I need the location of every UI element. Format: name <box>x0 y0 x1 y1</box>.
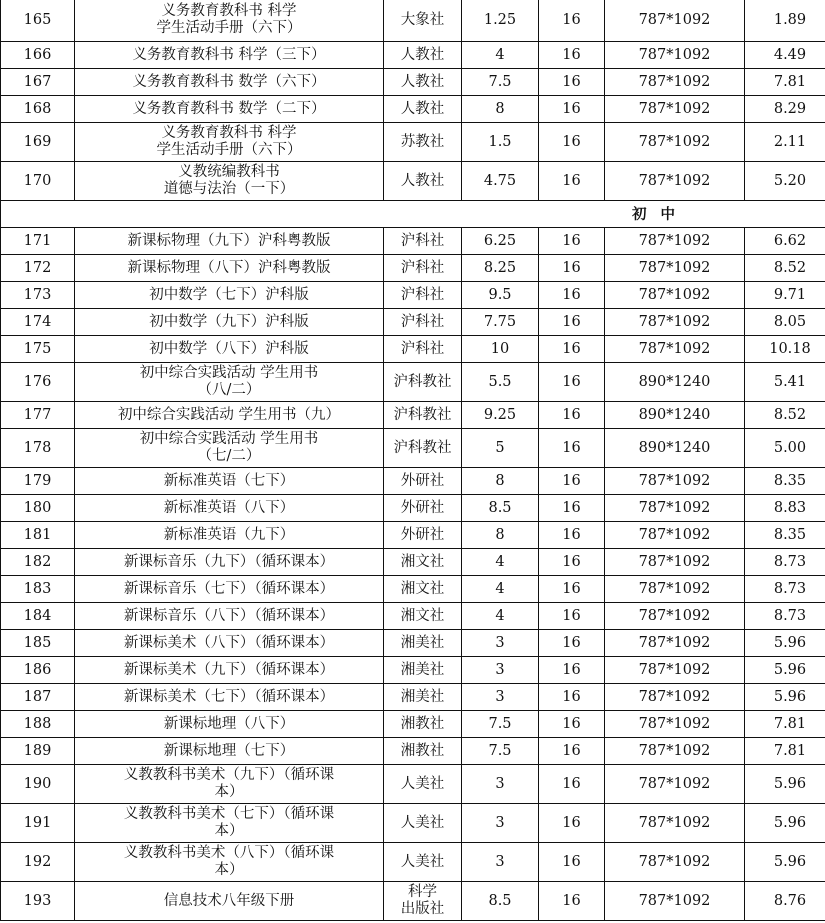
book-title-cell: 初中数学（七下）沪科版 <box>75 282 384 309</box>
format-cell: 16 <box>539 429 605 468</box>
book-title-cell: 新课标音乐（八下）（循环课本） <box>75 603 384 630</box>
publisher-cell: 湘文社 <box>384 576 462 603</box>
row-number-cell: 174 <box>1 309 75 336</box>
paper-size-cell: 890*1240 <box>605 363 745 402</box>
price-cell: 5.96 <box>745 804 825 843</box>
price-cell: 8.83 <box>745 495 825 522</box>
publisher-cell: 沪科教社 <box>384 402 462 429</box>
publisher-cell: 科学 出版社 <box>384 882 462 921</box>
book-title-cell: 新课标地理（八下） <box>75 711 384 738</box>
print-sheets-cell: 5 <box>462 429 539 468</box>
row-number-cell: 176 <box>1 363 75 402</box>
paper-size-cell: 787*1092 <box>605 765 745 804</box>
format-cell: 16 <box>539 843 605 882</box>
publisher-cell: 沪科社 <box>384 282 462 309</box>
row-number-cell: 186 <box>1 657 75 684</box>
paper-size-cell: 787*1092 <box>605 711 745 738</box>
print-sheets-cell: 7.5 <box>462 711 539 738</box>
print-sheets-cell: 8 <box>462 522 539 549</box>
format-cell: 16 <box>539 495 605 522</box>
book-title-cell: 新课标物理（八下）沪科粤教版 <box>75 255 384 282</box>
book-title-cell: 义教教科书美术（七下）（循环课 本） <box>75 804 384 843</box>
book-title-cell: 新课标物理（九下）沪科粤教版 <box>75 228 384 255</box>
book-title-cell: 义务教育教科书 数学（二下） <box>75 96 384 123</box>
book-title-cell: 义务教育教科书 科学 学生活动手册（六下） <box>75 123 384 162</box>
row-number-cell: 167 <box>1 69 75 96</box>
publisher-cell: 沪科社 <box>384 336 462 363</box>
section-header-body <box>1 201 825 228</box>
price-cell: 8.35 <box>745 522 825 549</box>
book-title-cell: 信息技术八年级下册 <box>75 882 384 921</box>
table-row <box>1 657 825 684</box>
row-number-cell: 165 <box>1 0 75 42</box>
paper-size-cell: 787*1092 <box>605 42 745 69</box>
paper-size-cell: 787*1092 <box>605 738 745 765</box>
publisher-cell: 人美社 <box>384 843 462 882</box>
table-row <box>1 363 825 402</box>
format-cell: 16 <box>539 549 605 576</box>
book-title-cell: 义务教育教科书 科学（三下） <box>75 42 384 69</box>
format-cell: 16 <box>539 69 605 96</box>
paper-size-cell: 787*1092 <box>605 549 745 576</box>
table-row <box>1 549 825 576</box>
table-row <box>1 495 825 522</box>
row-number-cell: 192 <box>1 843 75 882</box>
format-cell: 16 <box>539 522 605 549</box>
print-sheets-cell: 7.5 <box>462 69 539 96</box>
table-row <box>1 162 825 201</box>
row-number-cell: 193 <box>1 882 75 921</box>
print-sheets-cell: 8 <box>462 96 539 123</box>
row-number-cell: 189 <box>1 738 75 765</box>
book-title-cell: 初中综合实践活动 学生用书 （八/二） <box>75 363 384 402</box>
paper-size-cell: 787*1092 <box>605 96 745 123</box>
book-title-cell: 初中数学（八下）沪科版 <box>75 336 384 363</box>
book-title-cell: 新标准英语（九下） <box>75 522 384 549</box>
paper-size-cell: 787*1092 <box>605 684 745 711</box>
paper-size-cell: 787*1092 <box>605 468 745 495</box>
print-sheets-cell: 9.25 <box>462 402 539 429</box>
paper-size-cell: 787*1092 <box>605 123 745 162</box>
price-cell: 8.52 <box>745 255 825 282</box>
price-cell: 8.73 <box>745 603 825 630</box>
paper-size-cell: 787*1092 <box>605 576 745 603</box>
publisher-cell: 苏教社 <box>384 123 462 162</box>
row-number-cell: 187 <box>1 684 75 711</box>
format-cell: 16 <box>539 738 605 765</box>
table-row <box>1 843 825 882</box>
row-number-cell: 178 <box>1 429 75 468</box>
table-row <box>1 69 825 96</box>
table-row <box>1 282 825 309</box>
price-cell: 7.81 <box>745 738 825 765</box>
format-cell: 16 <box>539 282 605 309</box>
publisher-cell: 湘教社 <box>384 711 462 738</box>
format-cell: 16 <box>539 603 605 630</box>
publisher-cell: 人教社 <box>384 42 462 69</box>
price-cell: 2.11 <box>745 123 825 162</box>
format-cell: 16 <box>539 255 605 282</box>
table-row <box>1 42 825 69</box>
table-row <box>1 429 825 468</box>
price-cell: 5.96 <box>745 843 825 882</box>
book-title-cell: 义教教科书美术（八下）（循环课 本） <box>75 843 384 882</box>
row-number-cell: 177 <box>1 402 75 429</box>
price-cell: 8.76 <box>745 882 825 921</box>
row-number-cell: 179 <box>1 468 75 495</box>
row-number-cell: 175 <box>1 336 75 363</box>
price-cell: 5.96 <box>745 684 825 711</box>
paper-size-cell: 787*1092 <box>605 309 745 336</box>
print-sheets-cell: 1.25 <box>462 0 539 42</box>
print-sheets-cell: 10 <box>462 336 539 363</box>
print-sheets-cell: 5.5 <box>462 363 539 402</box>
print-sheets-cell: 9.5 <box>462 282 539 309</box>
print-sheets-cell: 1.5 <box>462 123 539 162</box>
format-cell: 16 <box>539 468 605 495</box>
publisher-cell: 大象社 <box>384 0 462 42</box>
publisher-cell: 湘教社 <box>384 738 462 765</box>
print-sheets-cell: 8 <box>462 468 539 495</box>
row-number-cell: 169 <box>1 123 75 162</box>
format-cell: 16 <box>539 42 605 69</box>
format-cell: 16 <box>539 402 605 429</box>
row-number-cell: 191 <box>1 804 75 843</box>
price-cell: 8.29 <box>745 96 825 123</box>
print-sheets-cell: 4 <box>462 603 539 630</box>
paper-size-cell: 787*1092 <box>605 882 745 921</box>
paper-size-cell: 787*1092 <box>605 0 745 42</box>
book-title-cell: 义教教科书美术（九下）（循环课 本） <box>75 765 384 804</box>
publisher-cell: 人教社 <box>384 96 462 123</box>
table-row <box>1 522 825 549</box>
paper-size-cell: 890*1240 <box>605 429 745 468</box>
format-cell: 16 <box>539 96 605 123</box>
row-number-cell: 171 <box>1 228 75 255</box>
paper-size-cell: 787*1092 <box>605 69 745 96</box>
paper-size-cell: 787*1092 <box>605 336 745 363</box>
section-label: 初中 <box>1 201 825 228</box>
publisher-cell: 沪科社 <box>384 309 462 336</box>
publisher-cell: 外研社 <box>384 495 462 522</box>
book-title-cell: 新课标地理（七下） <box>75 738 384 765</box>
table-row <box>1 96 825 123</box>
publisher-cell: 湘美社 <box>384 657 462 684</box>
format-cell: 16 <box>539 336 605 363</box>
table-row <box>1 711 825 738</box>
publisher-cell: 人教社 <box>384 162 462 201</box>
price-cell: 5.00 <box>745 429 825 468</box>
price-cell: 8.52 <box>745 402 825 429</box>
publisher-cell: 沪科教社 <box>384 429 462 468</box>
row-number-cell: 180 <box>1 495 75 522</box>
format-cell: 16 <box>539 363 605 402</box>
table-row <box>1 576 825 603</box>
price-cell: 5.96 <box>745 657 825 684</box>
paper-size-cell: 787*1092 <box>605 495 745 522</box>
publisher-cell: 沪科社 <box>384 228 462 255</box>
paper-size-cell: 787*1092 <box>605 843 745 882</box>
price-cell: 1.89 <box>745 0 825 42</box>
publisher-cell: 湘文社 <box>384 549 462 576</box>
price-cell: 5.41 <box>745 363 825 402</box>
format-cell: 16 <box>539 684 605 711</box>
print-sheets-cell: 7.75 <box>462 309 539 336</box>
publisher-cell: 外研社 <box>384 468 462 495</box>
row-number-cell: 181 <box>1 522 75 549</box>
book-title-cell: 初中综合实践活动 学生用书 （七/二） <box>75 429 384 468</box>
print-sheets-cell: 8.25 <box>462 255 539 282</box>
publisher-cell: 人美社 <box>384 765 462 804</box>
table-row <box>1 402 825 429</box>
paper-size-cell: 787*1092 <box>605 657 745 684</box>
print-sheets-cell: 3 <box>462 657 539 684</box>
paper-size-cell: 787*1092 <box>605 255 745 282</box>
table-row <box>1 684 825 711</box>
print-sheets-cell: 4.75 <box>462 162 539 201</box>
price-cell: 9.71 <box>745 282 825 309</box>
format-cell: 16 <box>539 0 605 42</box>
table-row <box>1 882 825 921</box>
price-cell: 8.05 <box>745 309 825 336</box>
book-title-cell: 新课标音乐（七下）（循环课本） <box>75 576 384 603</box>
row-number-cell: 183 <box>1 576 75 603</box>
price-cell: 6.62 <box>745 228 825 255</box>
table-row <box>1 309 825 336</box>
print-sheets-cell: 7.5 <box>462 738 539 765</box>
table-row <box>1 765 825 804</box>
price-cell: 5.20 <box>745 162 825 201</box>
price-cell: 8.35 <box>745 468 825 495</box>
row-number-cell: 184 <box>1 603 75 630</box>
paper-size-cell: 787*1092 <box>605 603 745 630</box>
book-title-cell: 新标准英语（七下） <box>75 468 384 495</box>
print-sheets-cell: 3 <box>462 630 539 657</box>
book-title-cell: 新课标美术（八下）（循环课本） <box>75 630 384 657</box>
table-row <box>1 255 825 282</box>
price-cell: 5.96 <box>745 630 825 657</box>
publisher-cell: 人教社 <box>384 69 462 96</box>
table-row <box>1 0 825 42</box>
row-number-cell: 173 <box>1 282 75 309</box>
row-number-cell: 190 <box>1 765 75 804</box>
book-title-cell: 初中综合实践活动 学生用书（九） <box>75 402 384 429</box>
row-number-cell: 166 <box>1 42 75 69</box>
book-title-cell: 新课标美术（七下）（循环课本） <box>75 684 384 711</box>
format-cell: 16 <box>539 711 605 738</box>
paper-size-cell: 890*1240 <box>605 402 745 429</box>
paper-size-cell: 787*1092 <box>605 162 745 201</box>
format-cell: 16 <box>539 162 605 201</box>
book-title-cell: 初中数学（九下）沪科版 <box>75 309 384 336</box>
row-number-cell: 182 <box>1 549 75 576</box>
print-sheets-cell: 3 <box>462 765 539 804</box>
book-title-cell: 新课标美术（九下）（循环课本） <box>75 657 384 684</box>
print-sheets-cell: 4 <box>462 549 539 576</box>
publisher-cell: 外研社 <box>384 522 462 549</box>
book-title-cell: 义务教育教科书 科学 学生活动手册（六下） <box>75 0 384 42</box>
publisher-cell: 沪科社 <box>384 255 462 282</box>
table-row <box>1 228 825 255</box>
price-cell: 7.81 <box>745 711 825 738</box>
table-row <box>1 738 825 765</box>
book-title-cell: 义教统编教科书 道德与法治（一下） <box>75 162 384 201</box>
format-cell: 16 <box>539 765 605 804</box>
publisher-cell: 湘美社 <box>384 684 462 711</box>
format-cell: 16 <box>539 630 605 657</box>
paper-size-cell: 787*1092 <box>605 282 745 309</box>
format-cell: 16 <box>539 657 605 684</box>
print-sheets-cell: 8.5 <box>462 495 539 522</box>
print-sheets-cell: 4 <box>462 42 539 69</box>
table-row <box>1 603 825 630</box>
table-row <box>1 804 825 843</box>
table-row <box>1 336 825 363</box>
format-cell: 16 <box>539 804 605 843</box>
format-cell: 16 <box>539 882 605 921</box>
row-number-cell: 172 <box>1 255 75 282</box>
paper-size-cell: 787*1092 <box>605 522 745 549</box>
format-cell: 16 <box>539 123 605 162</box>
format-cell: 16 <box>539 228 605 255</box>
price-cell: 5.96 <box>745 765 825 804</box>
publisher-cell: 人美社 <box>384 804 462 843</box>
publisher-cell: 沪科教社 <box>384 363 462 402</box>
print-sheets-cell: 4 <box>462 576 539 603</box>
price-cell: 10.18 <box>745 336 825 363</box>
paper-size-cell: 787*1092 <box>605 630 745 657</box>
format-cell: 16 <box>539 309 605 336</box>
price-cell: 8.73 <box>745 549 825 576</box>
book-title-cell: 义务教育教科书 数学（六下） <box>75 69 384 96</box>
print-sheets-cell: 6.25 <box>462 228 539 255</box>
print-sheets-cell: 3 <box>462 804 539 843</box>
paper-size-cell: 787*1092 <box>605 228 745 255</box>
publisher-cell: 湘文社 <box>384 603 462 630</box>
table-row <box>1 630 825 657</box>
row-number-cell: 185 <box>1 630 75 657</box>
price-cell: 7.81 <box>745 69 825 96</box>
price-cell: 4.49 <box>745 42 825 69</box>
price-cell: 8.73 <box>745 576 825 603</box>
print-sheets-cell: 3 <box>462 684 539 711</box>
table-body-bottom <box>1 228 825 921</box>
section-row <box>1 201 825 228</box>
paper-size-cell: 787*1092 <box>605 804 745 843</box>
book-title-cell: 新课标音乐（九下）（循环课本） <box>75 549 384 576</box>
format-cell: 16 <box>539 576 605 603</box>
print-sheets-cell: 3 <box>462 843 539 882</box>
print-sheets-cell: 8.5 <box>462 882 539 921</box>
row-number-cell: 188 <box>1 711 75 738</box>
table-row <box>1 123 825 162</box>
row-number-cell: 170 <box>1 162 75 201</box>
row-number-cell: 168 <box>1 96 75 123</box>
table-row <box>1 468 825 495</box>
table-body-top <box>1 0 825 201</box>
publisher-cell: 湘美社 <box>384 630 462 657</box>
book-title-cell: 新标准英语（八下） <box>75 495 384 522</box>
